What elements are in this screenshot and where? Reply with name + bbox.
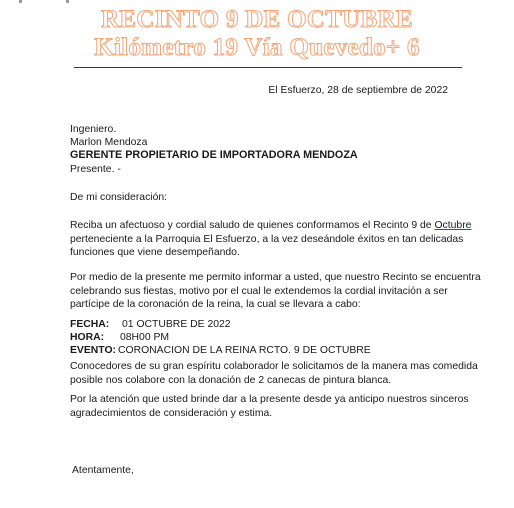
paragraph-invitation [70, 271, 481, 312]
event-time-label: HORA: [70, 332, 105, 343]
event-name-label: EVENTO: [70, 345, 116, 356]
paragraph-line: perteneciente a la Parroquia El Esfuerzo, a la vez deseándole éxitos en tan delicadas [70, 233, 464, 245]
page-corner-mark [66, 0, 69, 3]
paragraph-request [70, 360, 478, 387]
paragraph-line: agradecimientos de consideración y estima. [70, 407, 273, 419]
paragraph-line: celebrando sus fiestas, motivo por el cual le extendemos la cordial invitación a ser [70, 285, 448, 297]
event-name-value: CORONACION DE LA REINA RCTO. 9 DE OCTUBRE [118, 345, 371, 356]
letterhead-title: RECINTO 9 DE OCTUBRE [101, 6, 413, 33]
paragraph-line: funciones que viene desempeñando. [70, 247, 240, 258]
paragraph-thanks [70, 393, 469, 420]
event-name-row [70, 344, 371, 357]
event-date-row [70, 318, 231, 331]
paragraph-line: posible nos colabore con la donación de 2 canecas de pintura blanca. [70, 374, 392, 386]
underlined-word: Octubre [434, 220, 472, 231]
recipient-name: Marlon Mendoza [70, 137, 148, 148]
letterhead-divider [74, 67, 462, 68]
salutation: De mi consideración: [70, 192, 168, 203]
event-time-row [70, 331, 169, 344]
recipient-title: Ingeniero. [70, 124, 117, 135]
paragraph-line: partícipe de la coronación de la reina, la cual se llevara a cabo: [70, 299, 361, 310]
event-date-value: 01 OCTUBRE DE 2022 [122, 319, 231, 330]
closing: Atentamente, [72, 465, 134, 476]
date-line: El Esfuerzo, 28 de septiembre de 2022 [268, 85, 448, 96]
letterhead-address: Kilómetro 19 Vía Quevedo+ 6 [94, 34, 420, 61]
paragraph-greeting [70, 219, 472, 260]
paragraph-line: Conocedores de su gran espíritu colaborador le solicitamos de la manera mas comedida [70, 361, 478, 372]
paragraph-line: Por la atención que usted brinde dar a la presente desde ya anticipo nuestros sinceros [70, 394, 469, 405]
paragraph-line: Por medio de la presente me permito informar a usted, que nuestro Recinto se encuentra [70, 272, 481, 283]
page-corner-mark [19, 0, 22, 3]
recipient-presente: Presente. - [70, 164, 121, 175]
paragraph-line: Reciba un afectuoso y cordial saludo de quienes conformamos el Recinto 9 de Octubre [70, 220, 472, 231]
event-time-value: 08H00 PM [120, 332, 170, 343]
recipient-position: GERENTE PROPIETARIO DE IMPORTADORA MENDOZA [70, 149, 358, 161]
event-date-label: FECHA: [70, 319, 110, 330]
